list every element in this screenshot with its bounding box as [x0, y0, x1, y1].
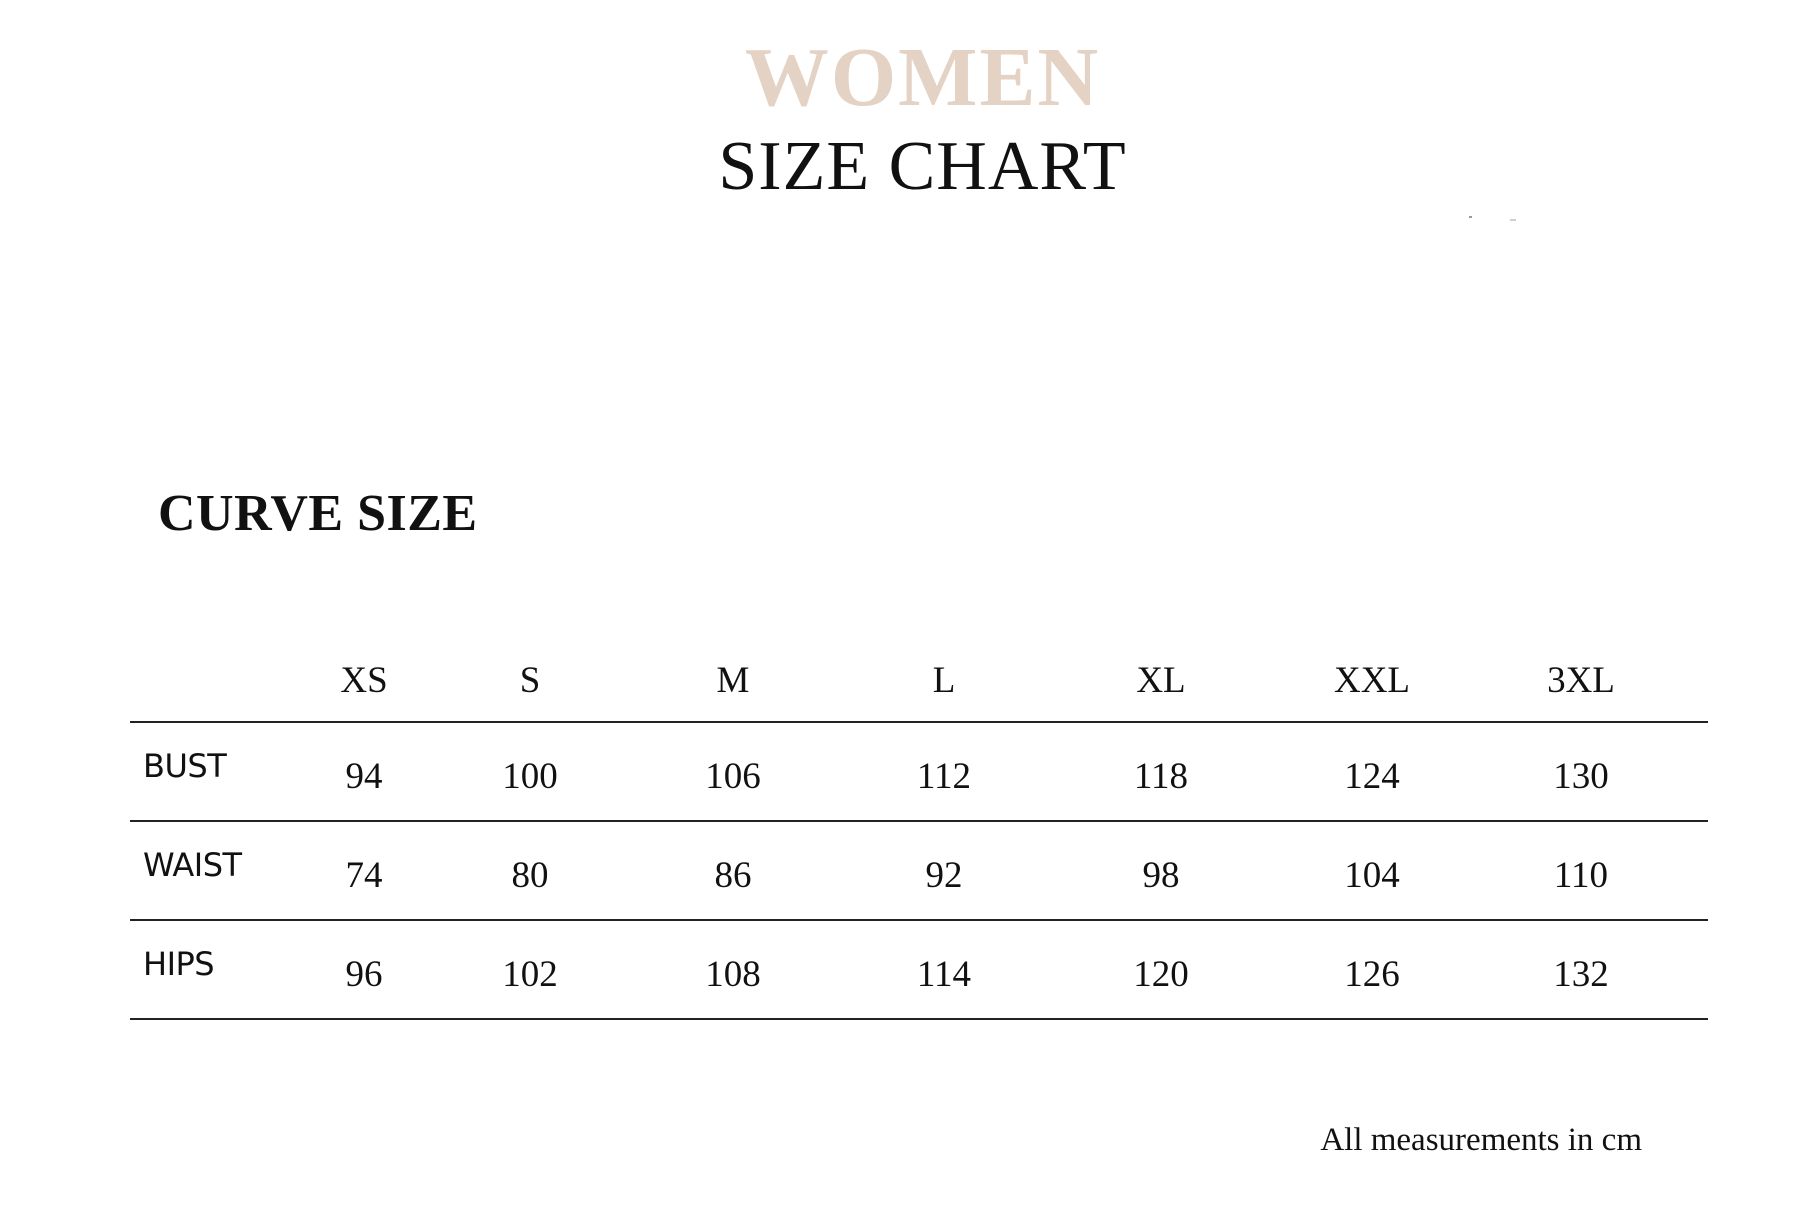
table-cell: 92: [925, 855, 963, 896]
column-header: S: [519, 660, 541, 701]
table-cell: 106: [705, 756, 761, 797]
table-cell: 102: [502, 954, 558, 995]
table-row: [130, 723, 1708, 822]
row-label: BUST: [143, 746, 227, 785]
decorative-speck: [1469, 216, 1472, 218]
column-header: L: [932, 660, 956, 701]
measurement-note: All measurements in cm: [1320, 1122, 1642, 1158]
table-header-row: [130, 645, 1708, 723]
table-cell: 112: [916, 756, 972, 797]
table-cell: 132: [1553, 954, 1609, 995]
category-heading: WOMEN: [744, 31, 1101, 124]
decorative-speck: [1510, 219, 1516, 221]
table-cell: 98: [1142, 855, 1180, 896]
page-title: SIZE CHART: [718, 128, 1127, 205]
table-cell: 104: [1344, 855, 1400, 896]
size-table: [130, 645, 1708, 1020]
column-header: XS: [340, 660, 388, 701]
table-cell: 110: [1553, 855, 1609, 896]
section-title: CURVE SIZE: [158, 485, 478, 542]
table-cell: 124: [1344, 756, 1400, 797]
table-row: [130, 822, 1708, 921]
table-cell: 108: [705, 954, 761, 995]
column-header: XXL: [1333, 660, 1411, 701]
table-cell: 118: [1133, 756, 1189, 797]
table-row: [130, 921, 1708, 1020]
table-cell: 126: [1344, 954, 1400, 995]
table-cell: 74: [345, 855, 383, 896]
column-header: 3XL: [1547, 660, 1615, 701]
row-label: HIPS: [143, 944, 215, 983]
table-cell: 94: [345, 756, 383, 797]
table-cell: 130: [1553, 756, 1609, 797]
column-header: XL: [1136, 660, 1186, 701]
table-cell: 114: [916, 954, 972, 995]
table-cell: 80: [511, 855, 549, 896]
row-label: WAIST: [143, 845, 242, 884]
table-cell: 96: [345, 954, 383, 995]
table-cell: 100: [502, 756, 558, 797]
table-cell: 86: [714, 855, 752, 896]
table-cell: 120: [1133, 954, 1189, 995]
column-header: M: [716, 660, 750, 701]
